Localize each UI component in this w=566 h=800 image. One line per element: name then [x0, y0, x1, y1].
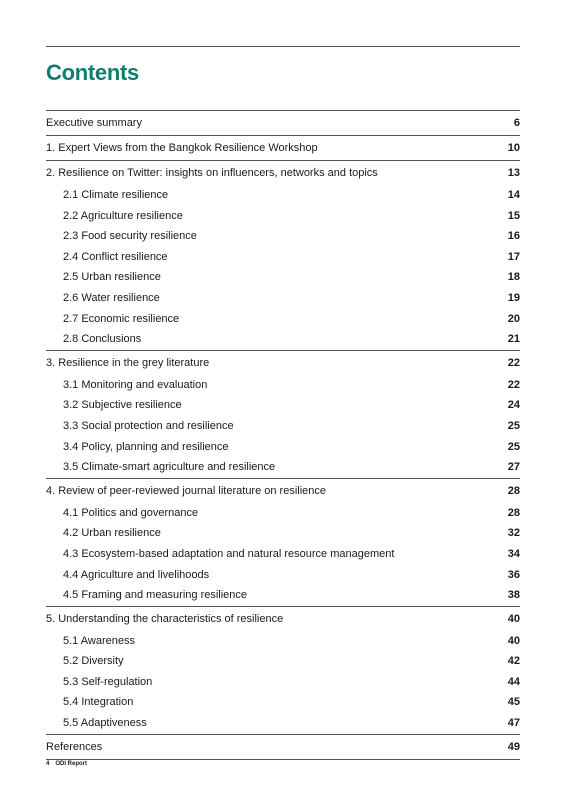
toc-entry-label: 4.4 Agriculture and livelihoods	[63, 568, 210, 581]
toc-subsection-entry[interactable]	[46, 288, 520, 309]
toc-entry-label: 5.3 Self-regulation	[63, 675, 153, 688]
toc-entry-page-number: 6	[513, 117, 520, 129]
toc-entry-page-number: 40	[507, 634, 520, 647]
top-rule	[46, 46, 520, 47]
toc-entry-label: 3.1 Monitoring and evaluation	[63, 378, 208, 391]
toc-entry-page-number: 13	[507, 167, 520, 179]
toc-entry-label: 2. Resilience on Twitter: insights on influencers, networks and topics	[46, 167, 378, 179]
toc-entry-page-number: 18	[507, 271, 520, 284]
page-title: Contents	[46, 60, 139, 85]
toc-section-entry[interactable]	[46, 136, 520, 160]
toc-entry-page-number: 32	[507, 527, 520, 540]
toc-subsection-entry[interactable]	[46, 226, 520, 247]
toc-entry-page-number: 47	[507, 717, 520, 730]
toc-entry-label: 3. Resilience in the grey literature	[46, 356, 210, 369]
toc-section-entry[interactable]	[46, 161, 520, 185]
toc-subsection-entry[interactable]	[46, 523, 520, 544]
toc-entry-label: 5.1 Awareness	[63, 634, 135, 647]
toc-section-entry[interactable]	[46, 735, 520, 759]
toc-subsection-entry[interactable]	[46, 631, 520, 652]
toc-entry-label: 5.5 Adaptiveness	[63, 717, 147, 730]
toc-entry-label: 2.5 Urban resilience	[63, 271, 161, 284]
toc-subsection-entry[interactable]	[46, 672, 520, 693]
toc-section-entry[interactable]	[46, 479, 520, 503]
toc-subsection-entry[interactable]	[46, 375, 520, 396]
toc-subsection-entry[interactable]	[46, 544, 520, 565]
toc-entry-label: 5. Understanding the characteristics of resilience	[46, 612, 284, 625]
toc-entry-page-number: 22	[507, 378, 520, 391]
toc-entry-label: Executive summary	[46, 117, 142, 129]
toc-entry-label: 4.2 Urban resilience	[63, 527, 161, 540]
toc-entry-label: 4.3 Ecosystem-based adaptation and natural resource management	[63, 547, 395, 560]
toc-section-entry[interactable]	[46, 111, 520, 135]
page-footer	[46, 761, 87, 767]
toc-section	[46, 135, 520, 160]
toc-entry-page-number: 20	[507, 312, 520, 325]
toc-subsection-entry[interactable]	[46, 329, 520, 350]
toc-entry-page-number: 42	[507, 655, 520, 668]
toc-entry-label: 3.4 Policy, planning and resilience	[63, 440, 229, 453]
toc-entry-label: 4. Review of peer-reviewed journal literature on resilience	[46, 484, 327, 497]
toc-entry-page-number: 34	[507, 547, 520, 560]
toc-section-entry[interactable]	[46, 351, 520, 375]
toc-entry-page-number: 49	[507, 740, 520, 753]
toc-section	[46, 478, 520, 606]
toc-subsection-entry[interactable]	[46, 206, 520, 227]
toc-subsection-entry[interactable]	[46, 651, 520, 672]
toc-section	[46, 606, 520, 734]
toc-subsection-entry[interactable]	[46, 267, 520, 288]
toc-entry-page-number: 25	[507, 440, 520, 453]
toc-section	[46, 350, 520, 478]
toc-entry-page-number: 22	[507, 356, 520, 369]
toc-subsection-entry[interactable]	[46, 692, 520, 713]
toc-section	[46, 734, 520, 760]
toc-entry-label: 5.4 Integration	[63, 696, 134, 709]
toc-entry-label: 4.5 Framing and measuring resilience	[63, 589, 248, 602]
toc-entry-label: 2.1 Climate resilience	[63, 189, 169, 201]
toc-section-entry[interactable]	[46, 607, 520, 631]
table-of-contents	[46, 110, 520, 760]
toc-entry-page-number: 27	[507, 461, 520, 474]
toc-entry-page-number: 28	[507, 484, 520, 497]
toc-subsection-entry[interactable]	[46, 713, 520, 734]
footer-page-number: 4	[46, 761, 50, 767]
toc-subsection-entry[interactable]	[46, 565, 520, 586]
toc-subsection-entry[interactable]	[46, 395, 520, 416]
toc-entry-page-number: 28	[507, 506, 520, 519]
toc-entry-page-number: 10	[507, 142, 520, 154]
toc-entry-page-number: 38	[507, 589, 520, 602]
toc-entry-label: 3.3 Social protection and resilience	[63, 419, 234, 432]
toc-section	[46, 110, 520, 135]
toc-entry-page-number: 15	[507, 209, 520, 222]
toc-entry-label: 2.6 Water resilience	[63, 291, 160, 304]
toc-entry-label: 2.4 Conflict resilience	[63, 250, 168, 263]
toc-entry-label: 3.2 Subjective resilience	[63, 399, 182, 412]
toc-subsection-entry[interactable]	[46, 416, 520, 437]
toc-subsection-entry[interactable]	[46, 437, 520, 458]
toc-entry-page-number: 44	[507, 675, 520, 688]
toc-entry-page-number: 19	[507, 291, 520, 304]
toc-entry-label: 3.5 Climate-smart agriculture and resilience	[63, 461, 276, 474]
toc-entry-page-number: 17	[507, 250, 520, 263]
toc-entry-page-number: 21	[507, 333, 520, 346]
toc-subsection-entry[interactable]	[46, 503, 520, 524]
toc-subsection-entry[interactable]	[46, 309, 520, 330]
toc-entry-label: 1. Expert Views from the Bangkok Resilience Workshop	[46, 142, 318, 154]
toc-subsection-entry[interactable]	[46, 457, 520, 478]
toc-entry-page-number: 36	[507, 568, 520, 581]
toc-entry-page-number: 25	[507, 419, 520, 432]
toc-entry-label: 2.3 Food security resilience	[63, 230, 197, 243]
toc-entry-page-number: 40	[507, 612, 520, 625]
toc-entry-label: 4.1 Politics and governance	[63, 506, 199, 519]
toc-subsection-entry[interactable]	[46, 585, 520, 606]
toc-entry-page-number: 45	[507, 696, 520, 709]
toc-entry-label: References	[46, 740, 103, 753]
toc-subsection-entry[interactable]	[46, 247, 520, 268]
footer-publication: ODI Report	[55, 761, 88, 767]
toc-entry-label: 2.2 Agriculture resilience	[63, 209, 183, 222]
toc-entry-label: 2.7 Economic resilience	[63, 312, 180, 325]
toc-entry-page-number: 24	[507, 399, 520, 412]
toc-entry-page-number: 16	[507, 230, 520, 243]
toc-entry-page-number: 14	[507, 189, 520, 201]
toc-entry-label: 5.2 Diversity	[63, 655, 124, 668]
toc-subsection-entry[interactable]	[46, 185, 520, 206]
toc-entry-label: 2.8 Conclusions	[63, 333, 142, 346]
toc-section	[46, 160, 520, 350]
